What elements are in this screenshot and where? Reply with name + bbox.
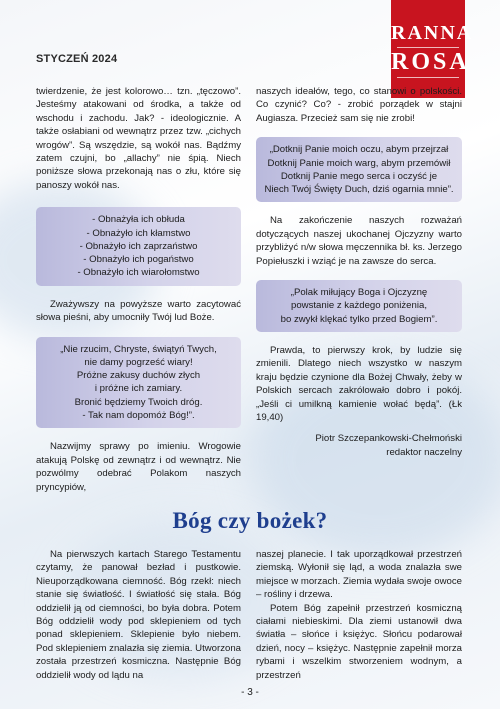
article2-left-column [36, 548, 241, 682]
quote-box-popieluszko [256, 280, 462, 332]
quote-line: Bronić będziemy Twoich dróg. [74, 396, 203, 408]
author-name: Piotr Szczepankowski-Chełmoński [315, 433, 462, 445]
logo-line2: ROSA [391, 49, 470, 75]
page-number: - 3 - [241, 687, 259, 698]
quote-line: „Nie rzucim, Chryste, świątyń Twych, [60, 343, 217, 355]
logo-line1: RANNA [391, 22, 474, 44]
quote-line: - Obnażyła ich obłuda [92, 214, 185, 226]
quote-line: Próżne zakusy duchów złych [76, 370, 201, 382]
article2-right-column [256, 548, 462, 682]
magazine-logo [391, 0, 474, 98]
right-column [256, 85, 462, 459]
logo-divider [397, 77, 459, 78]
paragraph: naszych ideałów, tego, co stanowi o polskości. Co czynić? Co? - zrobić porządek w stajni Augiasza. Przecież sam się nie zrobi! [256, 86, 462, 124]
quote-line: i próżne ich zamiary. [94, 383, 183, 395]
quote-box-hymn [36, 337, 241, 429]
quote-line: „Polak miłujący Boga i Ojczyznę [290, 287, 428, 299]
quote-line: powstanie z każdego poniżenia, [290, 300, 427, 312]
paragraph: twierdzenie, że jest kolorowo… tzn. „tęczowo”. Jesteśmy atakowani od środka, a także od wschodu i zachodu. Jak? - ideologicznie. A także osłabiani od wewnątrz przez tzw. „cichych wrogów”. Są wszędzie, są wokół nas. Bądźmy zatem czujni, bo „allachy” nie śpią. Niech poniższe słowa przekonają nas o złu, które się panoszy wokół nas. [36, 86, 241, 191]
quote-line: - Obnażyło ich pogaństwo [83, 254, 194, 266]
quote-line: Dotknij Panie moich warg, abym przemówił [267, 157, 451, 169]
paragraph: Zważywszy na powyższe warto zacytować słowa pieśni, aby umocniły Twój lud Boże. [36, 298, 241, 324]
logo-divider [397, 47, 459, 48]
left-column [36, 85, 241, 494]
author-signature [256, 432, 462, 459]
author-role: redaktor naczelny [386, 446, 462, 458]
paragraph: Na zakończenie naszych rozważań dotyczących naszej ukochanej Ojczyzny warto przybliżyć n/w słowa męczennika bł. ks. Jerzego Popiełuszki i wziąć je na zawsze do serca. [256, 215, 462, 267]
paragraph: naszej planecie. I tak uporządkował przestrzeń ziemską. Wyłonił się ląd, a woda znalazła swe miejsce w morzach. Ziemia wydała swoje owoce – rośliny i drzewa. [256, 549, 462, 601]
quote-line: nie damy pogrześć wiary! [84, 356, 193, 368]
issue-date: STYCZEŃ 2024 [36, 53, 118, 65]
quote-line: Dotknij Panie mego serca i oczyść je [280, 170, 438, 182]
quote-line: Niech Twój Święty Duch, dziś ogarnia mnie”. [264, 184, 454, 196]
quote-line: - Obnażyło ich zaprzaństwo [79, 240, 198, 252]
paragraph: Prawda, to pierwszy krok, by ludzie się zmienili. Dlatego niech wszystko w naszym kraju będzie czynione dla Bożej Chwały, żeby w Polskich sercach zakrólowało dobro i pokój. „Jeśli ci umilkną kamienie wołać będą”. (Łk 19,40) [256, 344, 462, 423]
quote-box-obnazyly [36, 207, 241, 285]
quote-line: - Obnażyło ich wiarołomstwo [77, 267, 200, 279]
article-title: Bóg czy bożek? [172, 508, 328, 533]
paragraph: Potem Bóg zapełnił przestrzeń kosmiczną ciałami niebieskimi. Dla ziemi ustanowił dwa światła – słońce i księżyc. Słońcu podarował dzień, nocy – księżyc. Następnie zapełnił morza rybami i wszelkim stworzeniem wodnym, a przestrzeń [256, 602, 462, 681]
quote-line: bo zwykł klękać tylko przed Bogiem”. [280, 313, 438, 325]
quote-line: - Tak nam dopomóż Bóg!”. [82, 410, 195, 422]
paragraph: Na pierwszych kartach Starego Testamentu czytamy, że panował bezład i pustkowie. Nieuporządkowana ciemność. Bóg rzekł: niech stanie się światłość. I światłość się stała. Bóg oddzielił ją od ciemności, bo była dobra. Potem Bóg oddzielił wody pod sklepieniem od tych ponad sklepieniem. Sklepienie było niebem. Pod sklepieniem znalazła się ziemia. Utworzona została przestrzeń kosmiczna. Następnie Bóg oddzielił wody od lądu na [36, 549, 241, 681]
quote-line: - Obnażyło ich kłamstwo [86, 227, 191, 239]
quote-box-prayer [256, 137, 462, 202]
paragraph: Nazwijmy sprawy po imieniu. Wrogowie atakują Polskę od zewnątrz i od wewnątrz. Nie pozwólmy odebrać Polakom naszych pryncypiów, [36, 441, 241, 493]
quote-line: „Dotknij Panie moich oczu, abym przejrzał [269, 144, 449, 156]
